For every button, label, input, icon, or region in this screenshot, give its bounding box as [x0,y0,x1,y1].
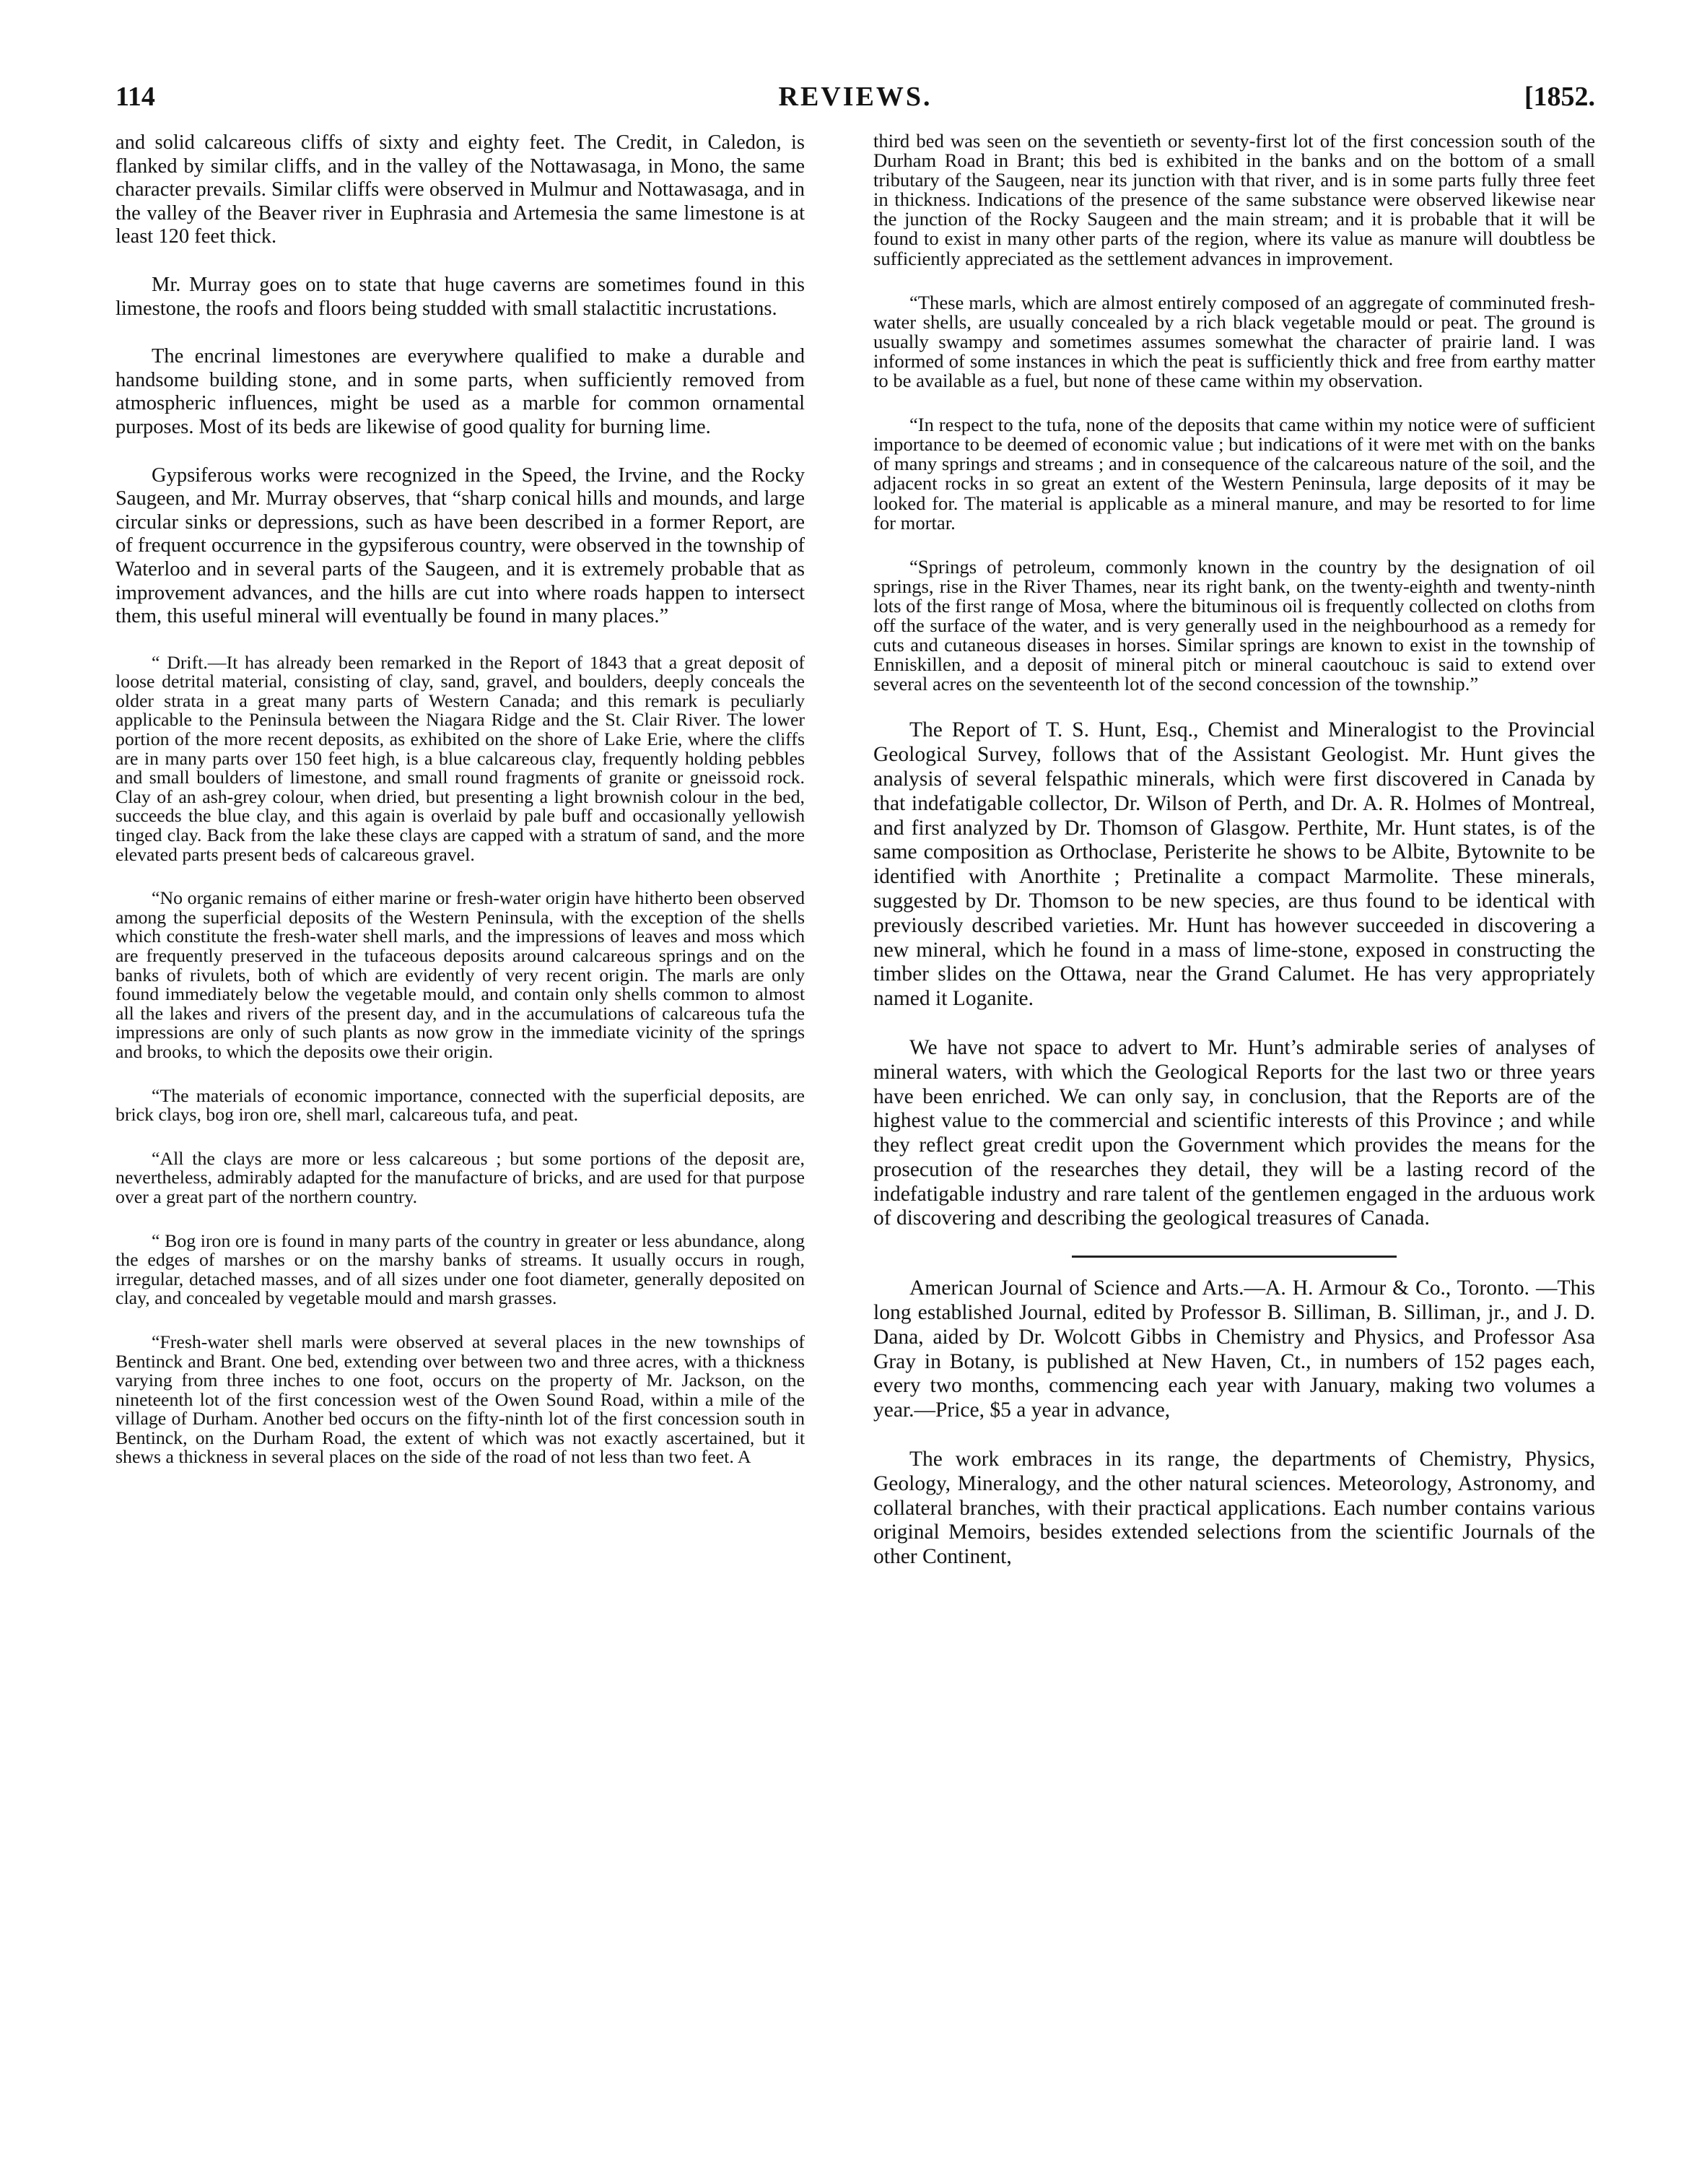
quoted-paragraph: “Springs of petroleum, commonly known in the country by the designation of oil springs, rise in the River Thames, near its right bank, on the twenty-eighth and twenty-ninth lots of the first range of Mosa, where the bituminous oil is frequently collected on cloths from off the surface of the water, and is very generally used in the neighbourhood as a remedy for cuts and cutaneous diseases in horses. Similar springs are known to exist in the township of Enniskillen, and a deposit of mineral pitch or mineral caoutchouc is said to extend over several acres on the seventeenth lot of the second concession of the township.” [873,555,1595,695]
page-number: 114 [115,82,155,112]
quoted-paragraph: “All the clays are more or less calcareous ; but some portions of the deposit are, nevertheless, admirably adapted for the manufacture of bricks, and are used for that purpose over a great part of the northern country. [115,1147,805,1207]
paragraph: The Report of T. S. Hunt, Esq., Chemist and Mineralogist to the Provincial Geological Survey, follows that of the Assistant Geologist. Mr. Hunt gives the analysis of several felspathic minerals, which were first discovered in Canada by that indefatigable collector, Dr. Wilson of Perth, and Dr. A. R. Holmes of Montreal, and first analyzed by Dr. Thomson of Glasgow. Perthite, Mr. Hunt states, is of the same composition as Orthoclase, Peristerite he shows to be Albite, Bytownite to be identified with Anorthite ; Pretinalite a compact Marmolite. These minerals, suggested by Dr. Thomson to be new species, are thus found to be identical with previously described varieties. Mr. Hunt has however succeeded in discovering a new mineral, which he found in a mass of lime-stone, exposed in constructing the timber slides on the Ottawa, near the Grand Calumet. He has very appropriately named it Loganite. [873,718,1595,1011]
paragraph: Gypsiferous works were recognized in the Speed, the Irvine, and the Rocky Saugeen, and Mr. Murray observes, that “sharp conical hills and mounds, and large circular sinks or depressions, such as have been described in a former Report, are of frequent occurrence in the gypsiferous country, were observed in the township of Waterloo and in several parts of the Saugeen, and it is extremely probable that as improvement advances, and the hills are cut into where roads happen to intersect them, this useful mineral will eventually be found in many places.” [115,464,805,628]
paragraph: American Journal of Science and Arts.—A. H. Armour & Co., Toronto. —This long established Journal, edited by Professor B. Silliman, B. Silliman, jr., and J. D. Dana, aided by Dr. Wolcott Gibbs in Chemistry and Physics, and Professor Asa Gray in Botany, is published at New Haven, Ct., in numbers of 152 pages each, every two months, commencing each year with January, making two volumes a year.—Price, $5 a year in advance, [873,1276,1595,1422]
right-column [873,131,1595,2146]
paragraph: We have not space to advert to Mr. Hunt’s admirable series of analyses of mineral waters, with which the Geological Reports for the last two or three years have been enriched. We can only say, in conclusion, that the Reports are of the highest value to the commercial and scientific interests of this Province ; and while they reflect great credit upon the Government which provides the means for the prosecution of the researches they detail, they will be a lasting record of the indefatigable industry and rare talent of the gentlemen engaged in the arduous work of discovering and describing the geological treasures of Canada. [873,1035,1595,1230]
paragraph: Mr. Murray goes on to state that huge caverns are sometimes found in this limestone, the roofs and floors being studded with small stalactitic incrustations. [115,273,805,320]
running-title: REVIEWS. [778,82,933,112]
paragraph: The encrinal limestones are everywhere qualified to make a durable and handsome building stone, and in some parts, when sufficiently removed from atmospheric influences, might be used as a marble for common ornamental purposes. Most of its beds are likewise of good quality for burning lime. [115,345,805,438]
quoted-paragraph: “No organic remains of either marine or fresh-water origin have hitherto been observed among the superficial deposits of the Western Peninsula, with the exception of the shells which constitute the fresh-water shell marls, and the impressions of leaves and moss which are frequently preserved in the tufaceous deposits around calcareous springs and on the banks of rivulets, both of which are evidently of very recent origin. The marls are only found immediately below the vegetable mould, and contain only shells common to almost all the lakes and rivers of the present day, and in the accumulations of calcareous tufa the impressions are only of such plants as now grow in the immediate vicinity of the springs and brooks, to which the deposits owe their origin. [115,887,805,1062]
year-label: [1852. [1524,82,1595,112]
quoted-paragraph: “ Drift.—It has already been remarked in the Report of 1843 that a great deposit of loose detrital material, consisting of clay, sand, gravel, and boulders, deeply conceals the older strata in a great many parts of Western Canada; and this remark is peculiarly applicable to the Peninsula between the Niagara Ridge and the St. Clair River. The lower portion of the more recent deposits, as exhibited on the shore of Lake Erie, where the cliffs are in many parts over 150 feet high, is a blue calcareous clay, frequently holding pebbles and small boulders of limestone, and small round fragments of granite or gneissoid rock. Clay of an ash-grey colour, when dried, but presenting a light brownish colour in the bed, succeeds the blue clay, and this again is overlaid by pale buff and occasionally yellowish tinged clay. Back from the lake these clays are capped with a stratum of sand, and the more elevated parts present beds of calcareous gravel. [115,651,805,865]
quoted-paragraph: “These marls, which are almost entirely composed of an aggregate of comminuted fresh-water shells, are usually concealed by a rich black vegetable mould or peat. The ground is usually swampy and sometimes assumes somewhat the character of prairie land. I was informed of some instances in which the peat is sufficiently thick and free from earthy matter to be available as a fuel, but none of these came within my observation. [873,291,1595,392]
quoted-paragraph: third bed was seen on the seventieth or seventy-first lot of the first concession south of the Durham Road in Brant; this bed is exhibited in the banks and on the bottom of a small tributary of the Saugeen, near its junction with that river, and is in some parts fully three feet in thickness. Indications of the presence of the same substance were observed likewise near the junction of the Rocky Saugeen and the main stream; and it is probable that it will be found to exist in many other parts of the region, where its value as manure will doubtless be sufficiently appreciated as the settlement advances in improvement. [873,131,1595,269]
quoted-paragraph: “The materials of economic importance, connected with the superficial deposits, are brick clays, bog iron ore, shell marl, calcareous tufa, and peat. [115,1084,805,1126]
paragraph: and solid calcareous cliffs of sixty and eighty feet. The Credit, in Caledon, is flanked by similar cliffs, and in the valley of the Nottawasaga, in Mono, the same character prevails. Similar cliffs were observed in Mulmur and Nottawasaga, and in the valley of the Beaver river in Euphrasia and Artemesia the same limestone is at least 120 feet thick. [115,131,805,248]
left-column [115,131,805,2146]
paragraph: The work embraces in its range, the departments of Chemistry, Physics, Geology, Mineralogy, and the other natural sciences. Meteorology, Astronomy, and collateral branches, with their practical applications. Each number contains various original Memoirs, besides extended selections from the scientific Journals of the other Continent, [873,1448,1595,1569]
section-divider [1072,1256,1397,1258]
quoted-paragraph: “ Bog iron ore is found in many parts of the country in greater or less abundance, along the edges of marshes or on the marshy banks of streams. It usually occurs in rough, irregular, detached masses, and of all sizes under one foot diameter, generally deposited on clay, and concealed by vegetable mould and marsh grasses. [115,1230,805,1309]
quoted-paragraph: “In respect to the tufa, none of the deposits that came within my notice were of sufficient importance to be deemed of economic value ; but indications of it were met with on the banks of many springs and streams ; and in consequence of the calcareous nature of the soil, and the adjacent rocks in so great an extent of the Western Peninsula, large deposits of it may be looked for. The material is applicable as a mineral manure, and may be resorted to for lime for mortar. [873,414,1595,534]
page-header [115,81,1595,124]
quoted-paragraph: “Fresh-water shell marls were observed at several places in the new townships of Bentinck and Brant. One bed, extending over between two and three acres, with a thickness varying from three inches to one foot, occurs on the property of Mr. Jackson, on the nineteenth lot of the first concession west of the Owen Sound Road, within a mile of the village of Durham. Another bed occurs on the fifty-ninth lot of the first concession south in Bentinck, on the Durham Road, the extent of which was not exactly ascertained, but it shews a thickness in several places on the side of the road of not less than two feet. A [115,1331,805,1468]
